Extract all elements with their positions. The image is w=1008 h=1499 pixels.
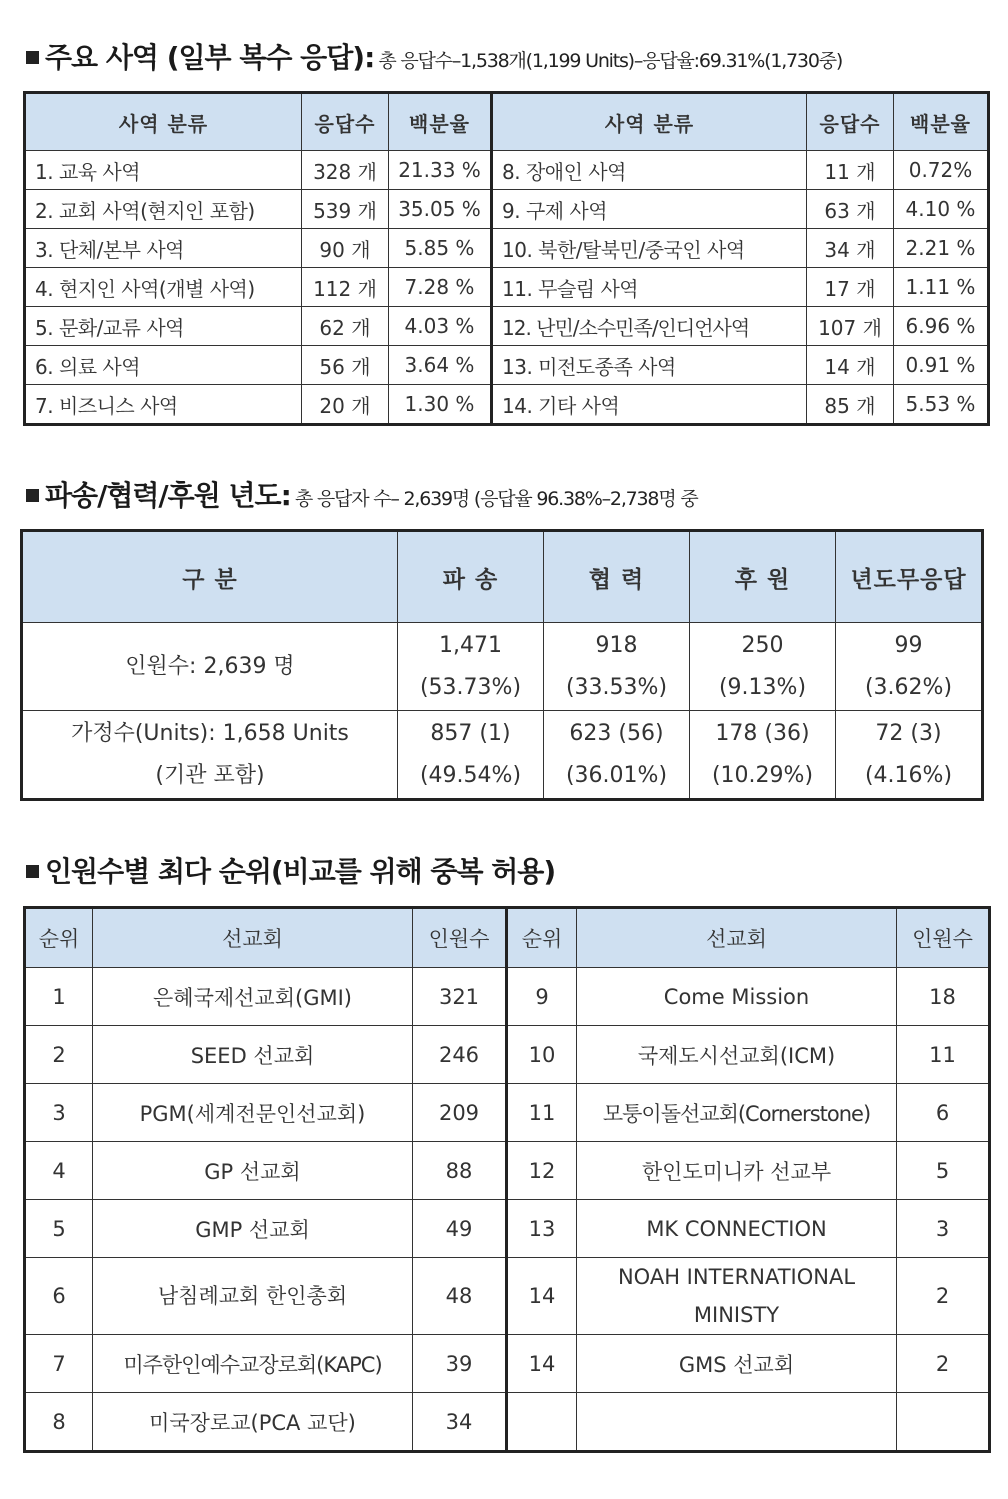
table-row xyxy=(25,1258,990,1335)
header-cell: 응답수 xyxy=(807,93,894,151)
member-count: 6 xyxy=(897,1084,990,1142)
count: 99 xyxy=(894,632,923,658)
response-count: 20 개 xyxy=(302,385,389,425)
mission-name: Come Mission xyxy=(577,968,897,1026)
rank: 9 xyxy=(507,968,577,1026)
rank: 13 xyxy=(507,1200,577,1258)
table-row xyxy=(25,268,989,307)
header-cell: 선교회 xyxy=(577,908,897,968)
percentage: 5.53 % xyxy=(894,385,989,425)
table-row xyxy=(25,1200,990,1258)
table-row xyxy=(25,968,990,1026)
member-count: 48 xyxy=(413,1258,507,1335)
percentage: 0.72% xyxy=(894,151,989,190)
ministry-name: 10. 북한/탈북민/중국인 사역 xyxy=(492,229,807,268)
ministry-name: 7. 비즈니스 사역 xyxy=(25,385,302,425)
member-count: 88 xyxy=(413,1142,507,1200)
ministry-name: 13. 미전도종족 사역 xyxy=(492,346,807,385)
rank: 2 xyxy=(25,1026,93,1084)
percentage: 35.05 % xyxy=(389,190,492,229)
row-label-line: 인원수: 2,639 명 xyxy=(125,653,295,679)
value-cell xyxy=(836,623,983,711)
member-count: 39 xyxy=(413,1335,507,1393)
header-cell: 후 원 xyxy=(690,531,836,623)
table-row xyxy=(22,623,983,711)
section3-heading xyxy=(26,850,555,890)
response-count: 90 개 xyxy=(302,229,389,268)
member-count: 2 xyxy=(897,1258,990,1335)
ministry-name: 1. 교육 사역 xyxy=(25,151,302,190)
table-row xyxy=(25,1026,990,1084)
percent: (36.01%) xyxy=(565,762,668,788)
mission-name: GP 선교회 xyxy=(93,1142,413,1200)
mission-name: 미주한인예수교장로회(KAPC) xyxy=(93,1335,413,1393)
table-row xyxy=(25,1084,990,1142)
percentage: 1.11 % xyxy=(894,268,989,307)
square-bullet-icon xyxy=(26,51,39,64)
response-count: 62 개 xyxy=(302,307,389,346)
rank: 12 xyxy=(507,1142,577,1200)
response-count: 14 개 xyxy=(807,346,894,385)
ministry-name: 14. 기타 사역 xyxy=(492,385,807,425)
percentage: 6.96 % xyxy=(894,307,989,346)
rank xyxy=(507,1393,577,1452)
percentage: 4.10 % xyxy=(894,190,989,229)
table-row xyxy=(25,1335,990,1393)
table-row xyxy=(25,190,989,229)
mission-name: 한인도미니카 선교부 xyxy=(577,1142,897,1200)
table-row xyxy=(25,307,989,346)
count: 623 (56) xyxy=(569,720,664,746)
table-row xyxy=(25,346,989,385)
member-count: 34 xyxy=(413,1393,507,1452)
count: 857 (1) xyxy=(430,720,511,746)
row-label-line: 가정수(Units): 1,658 Units xyxy=(71,720,349,746)
response-count: 328 개 xyxy=(302,151,389,190)
response-count: 17 개 xyxy=(807,268,894,307)
rank: 8 xyxy=(25,1393,93,1452)
count: 250 xyxy=(741,632,784,658)
ministry-name: 4. 현지인 사역(개별 사역) xyxy=(25,268,302,307)
rank: 4 xyxy=(25,1142,93,1200)
rank: 6 xyxy=(25,1258,93,1335)
count: 178 (36) xyxy=(715,720,810,746)
percent: (53.73%) xyxy=(419,674,522,700)
header-cell: 사역 분류 xyxy=(25,93,302,151)
section2-subtitle: 총 응답자 수– 2,639명 (응답율 96.38%–2,738명 중 xyxy=(294,488,698,510)
table-row xyxy=(25,1142,990,1200)
header-cell: 사역 분류 xyxy=(492,93,807,151)
member-count: 321 xyxy=(413,968,507,1026)
ministry-name: 11. 무슬림 사역 xyxy=(492,268,807,307)
rank: 5 xyxy=(25,1200,93,1258)
row-label xyxy=(22,623,398,711)
count: 918 xyxy=(595,632,638,658)
header-cell: 협 력 xyxy=(544,531,690,623)
row-label xyxy=(22,711,398,800)
mission-name: 은혜국제선교회(GMI) xyxy=(93,968,413,1026)
value-cell xyxy=(544,623,690,711)
member-count: 3 xyxy=(897,1200,990,1258)
mission-name xyxy=(577,1393,897,1452)
table-header-row xyxy=(22,531,983,623)
percent: (3.62%) xyxy=(864,674,953,700)
count: 72 (3) xyxy=(875,720,942,746)
ministry-name: 8. 장애인 사역 xyxy=(492,151,807,190)
member-count: 2 xyxy=(897,1335,990,1393)
percent: (10.29%) xyxy=(711,762,814,788)
square-bullet-icon xyxy=(26,865,39,878)
rank: 7 xyxy=(25,1335,93,1393)
ministry-name: 9. 구제 사역 xyxy=(492,190,807,229)
section1-title: 주요 사역 (일부 복수 응답): xyxy=(45,41,375,74)
percentage: 3.64 % xyxy=(389,346,492,385)
rank: 14 xyxy=(507,1258,577,1335)
response-count: 56 개 xyxy=(302,346,389,385)
header-cell: 백분율 xyxy=(389,93,492,151)
percentage: 21.33 % xyxy=(389,151,492,190)
mission-name: MK CONNECTION xyxy=(577,1200,897,1258)
section3-title: 인원수별 최다 순위(비교를 위해 중복 허용) xyxy=(45,855,556,888)
response-count: 539 개 xyxy=(302,190,389,229)
member-count: 209 xyxy=(413,1084,507,1142)
value-cell xyxy=(398,623,544,711)
header-cell: 순위 xyxy=(507,908,577,968)
header-cell: 순위 xyxy=(25,908,93,968)
mission-name: SEED 선교회 xyxy=(93,1026,413,1084)
header-cell: 응답수 xyxy=(302,93,389,151)
section1-subtitle: 총 응답수–1,538개(1,199 Units)–응답율:69.31%(1,730중) xyxy=(378,50,843,72)
percentage: 2.21 % xyxy=(894,229,989,268)
rank: 10 xyxy=(507,1026,577,1084)
rank: 14 xyxy=(507,1335,577,1393)
header-cell: 구 분 xyxy=(22,531,398,623)
section2-title: 파송/협력/후원 년도: xyxy=(45,479,291,512)
header-cell: 인원수 xyxy=(413,908,507,968)
ministry-name: 2. 교회 사역(현지인 포함) xyxy=(25,190,302,229)
ministry-name: 3. 단체/본부 사역 xyxy=(25,229,302,268)
percent: (49.54%) xyxy=(419,762,522,788)
member-count: 246 xyxy=(413,1026,507,1084)
percentage: 5.85 % xyxy=(389,229,492,268)
member-count: 49 xyxy=(413,1200,507,1258)
mission-name: NOAH INTERNATIONAL MINISTY xyxy=(577,1258,897,1335)
value-cell xyxy=(690,623,836,711)
table-row xyxy=(22,711,983,800)
response-count: 107 개 xyxy=(807,307,894,346)
table-row xyxy=(25,151,989,190)
header-cell: 백분율 xyxy=(894,93,989,151)
response-count: 85 개 xyxy=(807,385,894,425)
row-label-line: (기관 포함) xyxy=(155,762,265,788)
table-row xyxy=(25,1393,990,1452)
mission-name: 모퉁이돌선교회(Cornerstone) xyxy=(577,1084,897,1142)
ranking-table xyxy=(23,906,991,1453)
member-count xyxy=(897,1393,990,1452)
response-count: 11 개 xyxy=(807,151,894,190)
rank: 11 xyxy=(507,1084,577,1142)
value-cell xyxy=(690,711,836,800)
member-count: 11 xyxy=(897,1026,990,1084)
percentage: 0.91 % xyxy=(894,346,989,385)
member-count: 18 xyxy=(897,968,990,1026)
percentage: 7.28 % xyxy=(389,268,492,307)
response-count: 112 개 xyxy=(302,268,389,307)
header-cell: 파 송 xyxy=(398,531,544,623)
percentage: 4.03 % xyxy=(389,307,492,346)
response-count: 63 개 xyxy=(807,190,894,229)
count: 1,471 xyxy=(439,632,502,658)
mission-name: GMS 선교회 xyxy=(577,1335,897,1393)
header-cell: 선교회 xyxy=(93,908,413,968)
mission-name: 국제도시선교회(ICM) xyxy=(577,1026,897,1084)
ministry-name: 6. 의료 사역 xyxy=(25,346,302,385)
value-cell xyxy=(544,711,690,800)
response-count: 34 개 xyxy=(807,229,894,268)
rank: 3 xyxy=(25,1084,93,1142)
ministry-table xyxy=(23,91,990,426)
mission-name: PGM(세계전문인선교회) xyxy=(93,1084,413,1142)
value-cell xyxy=(836,711,983,800)
percent: (4.16%) xyxy=(864,762,953,788)
sending-year-table xyxy=(20,529,984,801)
section2-heading xyxy=(26,474,697,514)
ministry-name: 5. 문화/교류 사역 xyxy=(25,307,302,346)
table-header-row xyxy=(25,908,990,968)
table-row xyxy=(25,385,989,425)
percentage: 1.30 % xyxy=(389,385,492,425)
section1-heading xyxy=(26,36,842,76)
mission-name: GMP 선교회 xyxy=(93,1200,413,1258)
table-row xyxy=(25,229,989,268)
rank: 1 xyxy=(25,968,93,1026)
header-cell: 년도무응답 xyxy=(836,531,983,623)
member-count: 5 xyxy=(897,1142,990,1200)
header-cell: 인원수 xyxy=(897,908,990,968)
value-cell xyxy=(398,711,544,800)
mission-name: 남침례교회 한인총회 xyxy=(93,1258,413,1335)
mission-name: 미국장로교(PCA 교단) xyxy=(93,1393,413,1452)
ministry-name: 12. 난민/소수민족/인디언사역 xyxy=(492,307,807,346)
table-header-row xyxy=(25,93,989,151)
percent: (33.53%) xyxy=(565,674,668,700)
square-bullet-icon xyxy=(26,489,39,502)
percent: (9.13%) xyxy=(718,674,807,700)
